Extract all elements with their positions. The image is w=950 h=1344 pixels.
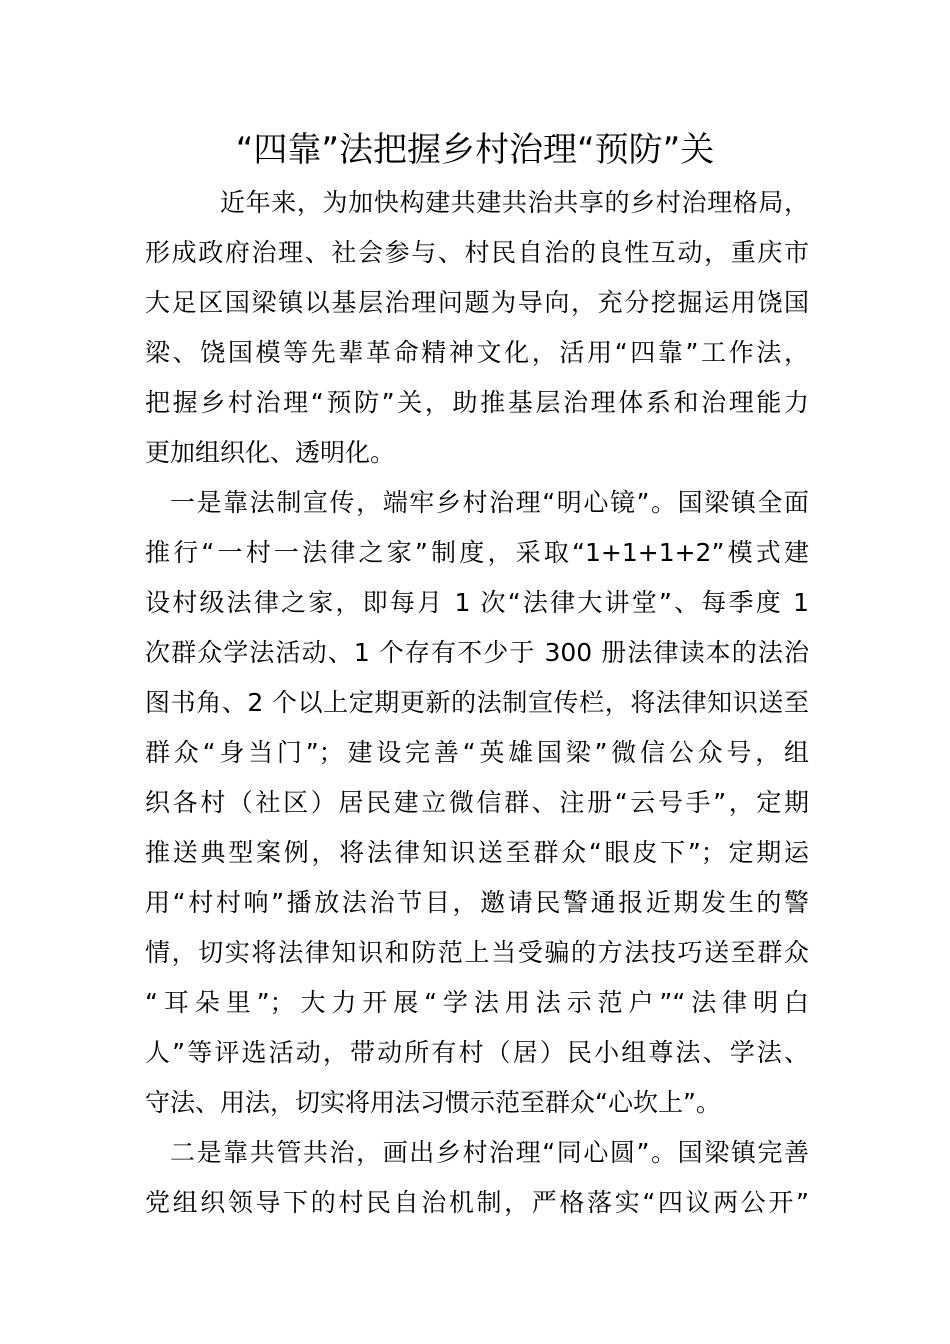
paragraph-1-line-3: 大足区国梁镇以基层治理问题为导向，充分挖掘运用饶国 (145, 288, 809, 317)
paragraph-2-line-2: 推行“一村一法律之家”制度，采取“1+1+1+2”模式建 (145, 538, 809, 567)
paragraph-2-line-11: “耳朵里”；大力开展“学法用法示范户”“法律明白 (145, 988, 809, 1017)
paragraph-2-line-4: 次群众学法活动、1 个存有不少于 300 册法律读本的法治 (145, 638, 809, 667)
paragraph-3-line-2: 党组织领导下的村民自治机制，严格落实“四议两公开” (145, 1188, 809, 1217)
paragraph-1-line-4: 梁、饶国模等先辈革命精神文化，活用“四靠”工作法， (145, 338, 809, 367)
paragraph-1-line-1: 近年来，为加快构建共建共治共享的乡村治理格局， (220, 188, 809, 217)
paragraph-2-line-6: 群众“身当门”；建设完善“英雄国梁”微信公众号，组 (145, 738, 809, 767)
paragraph-1-line-2: 形成政府治理、社会参与、村民自治的良性互动，重庆市 (145, 238, 809, 267)
paragraph-2-line-1: 一是靠法制宣传，端牢乡村治理“明心镜”。国梁镇全面 (170, 488, 809, 517)
paragraph-1 (145, 178, 809, 478)
paragraph-3 (145, 1128, 809, 1228)
paragraph-2 (145, 478, 809, 1128)
paragraph-2-line-9: 用“村村响”播放法治节目，邀请民警通报近期发生的警 (145, 888, 809, 917)
paragraph-1-line-6: 更加组织化、透明化。 (145, 438, 396, 467)
paragraph-2-line-7: 织各村（社区）居民建立微信群、注册“云号手”，定期 (145, 788, 809, 817)
paragraph-2-line-5: 图书角、2 个以上定期更新的法制宣传栏，将法律知识送至 (145, 688, 809, 717)
paragraph-2-line-3: 设村级法律之家，即每月 1 次“法律大讲堂”、每季度 1 (145, 588, 809, 617)
paragraph-2-line-10: 情，切实将法律知识和防范上当受骗的方法技巧送至群众 (145, 938, 809, 967)
document-body (145, 178, 809, 1228)
paragraph-2-line-8: 推送典型案例，将法律知识送至群众“眼皮下”；定期运 (145, 838, 809, 867)
paragraph-3-line-1: 二是靠共管共治，画出乡村治理“同心圆”。国梁镇完善 (170, 1138, 809, 1167)
paragraph-2-line-13: 守法、用法，切实将用法习惯示范至群众“心坎上”。 (145, 1088, 721, 1117)
paragraph-2-line-12: 人”等评选活动，带动所有村（居）民小组尊法、学法、 (145, 1038, 809, 1067)
paragraph-1-line-5: 把握乡村治理“预防”关，助推基层治理体系和治理能力 (145, 388, 809, 417)
document-title: “四靠”法把握乡村治理“预防”关 (235, 130, 715, 170)
